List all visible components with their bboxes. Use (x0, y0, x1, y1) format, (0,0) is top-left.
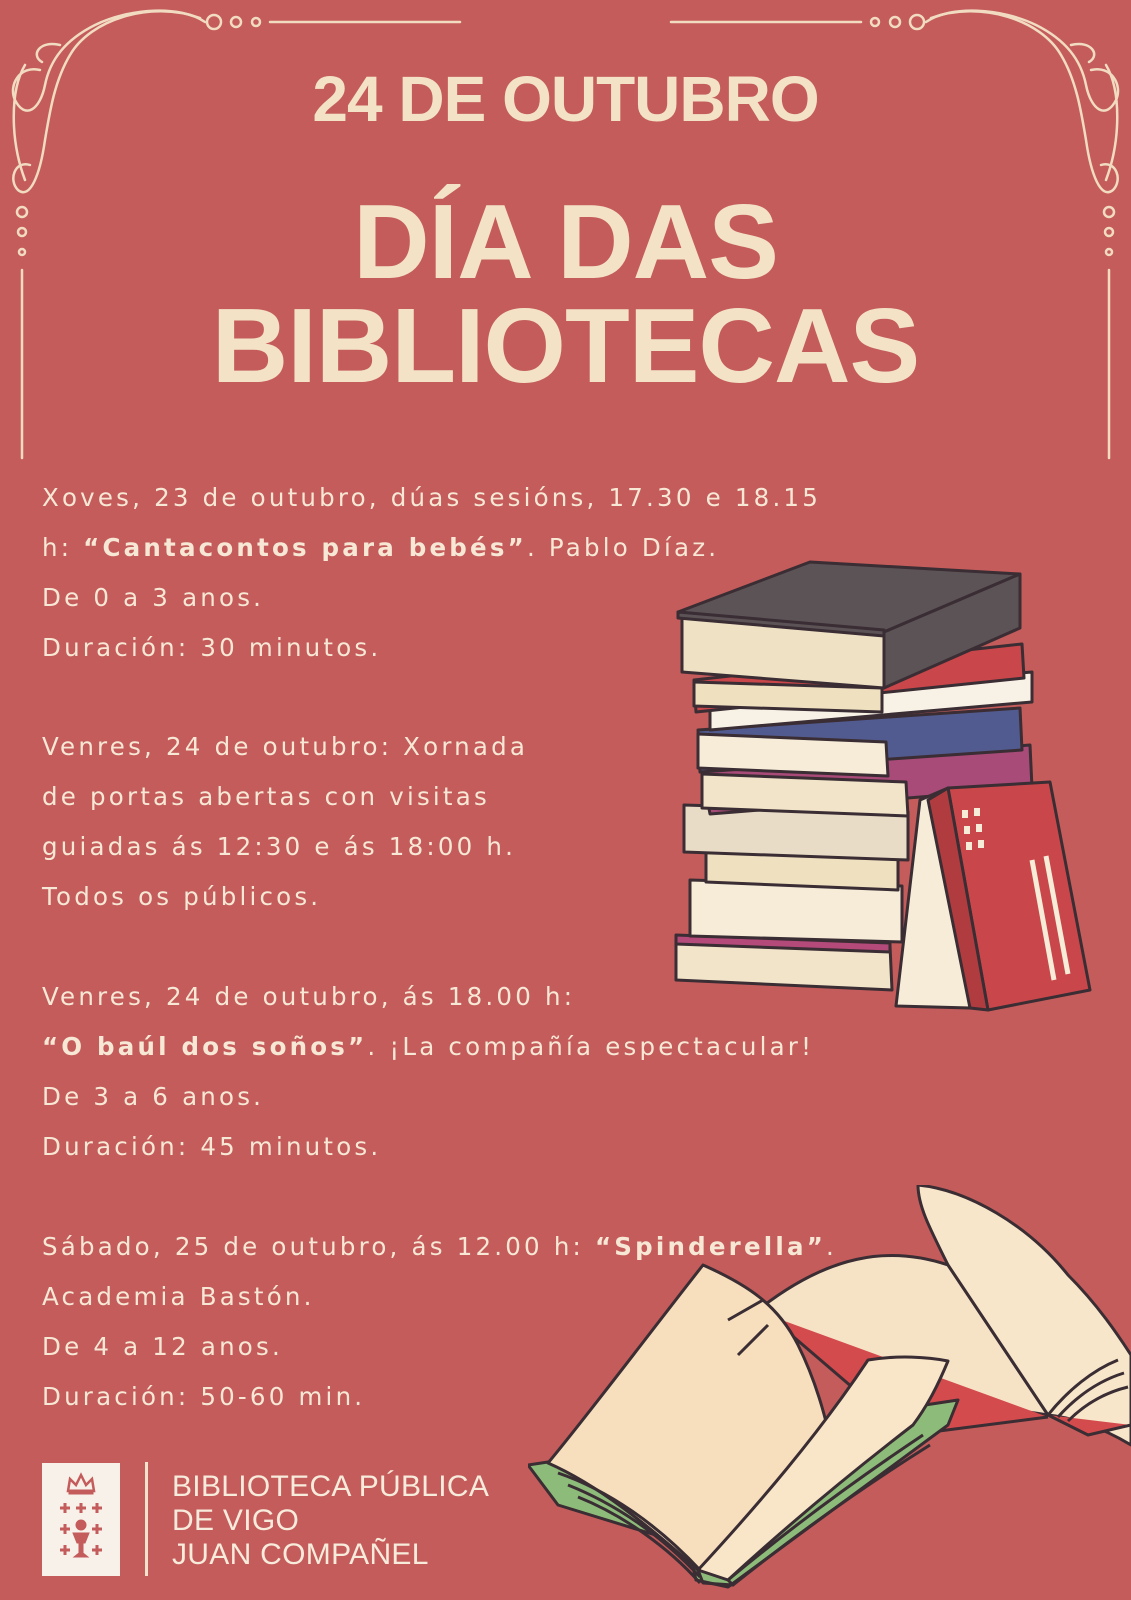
event-2-line-1: Venres, 24 de outubro: Xornada (42, 732, 529, 761)
book-stack-illustration-icon (670, 560, 1110, 1030)
event-1-ages: De 0 a 3 anos. (42, 583, 265, 612)
event-4-company: Academia Bastón. (42, 1282, 315, 1311)
event-3-line-1: Venres, 24 de outubro, ás 18.00 h: (42, 982, 576, 1011)
title-line-1: DÍA DAS (353, 183, 778, 301)
title-line-2: BIBLIOTECAS (211, 287, 920, 405)
event-2-audience: Todos os públicos. (42, 882, 322, 911)
event-3-duration: Duración: 45 minutos. (42, 1132, 382, 1161)
library-name-line-2: DE VIGO (172, 1504, 300, 1537)
open-books-illustration-icon (528, 1185, 1131, 1600)
event-4-period: . (826, 1232, 838, 1261)
logo-divider (145, 1462, 148, 1576)
page-title (0, 183, 1131, 405)
event-date-title: 24 DE OUTUBRO (312, 63, 819, 135)
event-1-prefix: h: (42, 533, 84, 562)
event-4-duration: Duración: 50-60 min. (42, 1382, 366, 1411)
event-4-name: “Spinderella” (595, 1232, 827, 1261)
galicia-coat-of-arms-logo (42, 1463, 120, 1576)
library-name (172, 1470, 489, 1572)
galicia-coat-of-arms-icon (42, 1463, 120, 1576)
event-2 (42, 722, 528, 922)
event-3-company: . ¡La compañía espectacular! (367, 1032, 815, 1061)
event-3-ages: De 3 a 6 anos. (42, 1082, 265, 1111)
event-3-name: “O baúl dos soños” (42, 1032, 368, 1061)
library-name-line-1: BIBLIOTECA PÚBLICA (172, 1470, 490, 1503)
event-4-ages: De 4 a 12 anos. (42, 1332, 283, 1361)
library-name-line-3: JUAN COMPAÑEL (172, 1538, 429, 1571)
event-4-date: Sábado, 25 de outubro, ás 12.00 h: (42, 1232, 595, 1261)
event-1-duration: Duración: 30 minutos. (42, 633, 382, 662)
event-1-line-1: Xoves, 23 de outubro, dúas sesións, 17.30 e 18.15 (42, 483, 822, 512)
event-2-line-3: guiadas ás 12:30 e ás 18:00 h. (42, 832, 517, 861)
event-1-name: “Cantacontos para bebés” (83, 533, 527, 562)
event-2-line-2: de portas abertas con visitas (42, 782, 490, 811)
event-1-performer: . Pablo Díaz. (526, 533, 720, 562)
